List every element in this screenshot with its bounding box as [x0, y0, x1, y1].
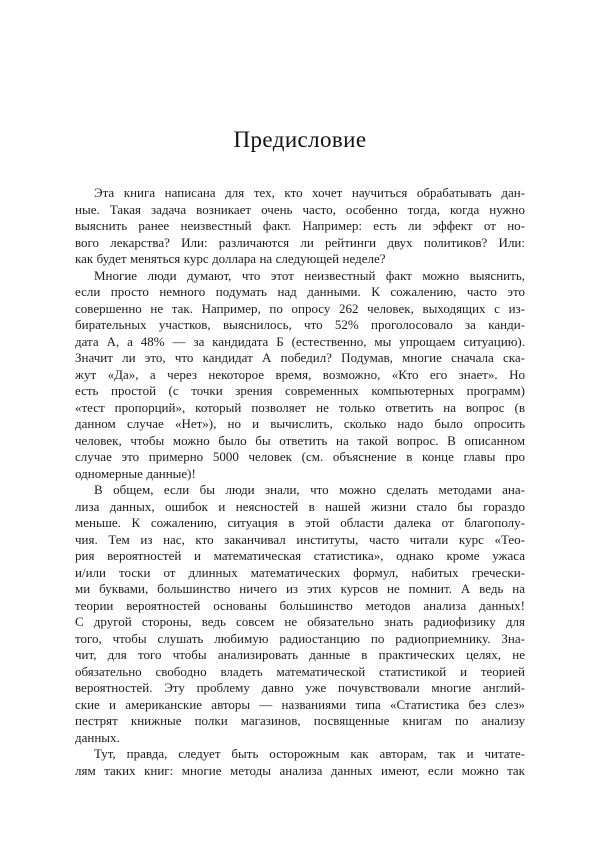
text-line: вого лекарства? Или: различаются ли рейтинги двух политиков? Или: [75, 234, 525, 250]
text-line: того, чтобы слушать любимую радиостанцию по радиоприемнику. Зна- [75, 630, 525, 646]
text-line: вероятностей. Эту проблему давно уже почувствовали многие англий- [75, 680, 525, 695]
text-line: «тест пропорций», который позволяет не только ответить на вопрос (в [75, 399, 525, 415]
text-line: В общем, если бы люди знали, что можно сделать методами ана- [94, 482, 525, 497]
text-line: случае это примерно 5000 человек (см. объяснение в конце главы про [75, 449, 525, 464]
paragraph [75, 268, 525, 483]
text-line: чит, для того чтобы анализировать данные в практических целях, не [75, 647, 525, 662]
text-line: выяснить ранее неизвестный факт. Например: есть ли эффект от но- [75, 218, 525, 233]
text-line: Тут, правда, следует быть осторожным как авторам, так и читате- [94, 746, 525, 761]
paragraph [75, 185, 525, 268]
text-line: бирательных участков, выяснилось, что 52% проголосовало за канди- [75, 317, 525, 332]
text-line: меньше. К сожалению, ситуация в этой области далека от благополу- [75, 515, 525, 530]
text-line: жут «Да», а через некоторое время, возможно, «Кто его знает». Но [75, 366, 525, 382]
text-line: дата А, а 48% — за кандидата Б (естественно, мы упрощаем ситуацию). [75, 333, 525, 349]
text-line: обязательно свободно владеть математической статистикой и теорией [75, 663, 525, 679]
text-line: лиза данных, ошибок и неясностей в нашей жизни стало бы гораздо [75, 498, 525, 514]
text-line: совершенно не так. Например, по опросу 262 человек, выходящих с из- [75, 300, 525, 316]
text-line: ские и американские авторы — названиями типа «Статистика без слез» [75, 696, 525, 712]
text-line: есть простой (с точки зрения современных компьютерных программ) [75, 383, 525, 398]
text-line: если просто немного подумать над данными. К сожалению, часто это [75, 284, 525, 299]
text-line: ми буквами, большинство ничего из этих курсов не помнит. А ведь на [75, 581, 525, 596]
text-line: как будет меняться курс доллара на следующей неделе? [75, 251, 386, 266]
text-line: данном случае «Нет»), но и вычислить, сколько надо было опросить [75, 416, 525, 431]
text-line: чия. Тем из нас, кто заканчивал институты, часто читали курс «Тео- [75, 531, 525, 547]
text-line: теории вероятностей основаны большинство методов анализа данных! [75, 597, 525, 613]
text-line: рия вероятностей и математическая статистика», однако кроме ужаса [75, 548, 525, 563]
text-line: человек, чтобы можно было бы ответить на такой вопрос. В описанном [75, 432, 525, 448]
text-line: Эта книга написана для тех, кто хочет научиться обрабатывать дан- [94, 185, 525, 200]
text-line: ные. Такая задача возникает очень часто, особенно тогда, когда нужно [75, 201, 525, 217]
text-line: одномерные данные)! [75, 465, 196, 481]
text-line: пестрят книжные полки магазинов, посвященные книгам по анализу [75, 713, 525, 728]
text-line: Многие люди думают, что этот неизвестный факт можно выяснить, [94, 267, 525, 283]
body-text [75, 185, 525, 779]
paragraph [75, 482, 525, 746]
text-line: и/или тоски от длинных математических формул, набитых гречески- [75, 564, 525, 580]
text-line: лям таких книг: многие методы анализа данных имеют, если можно так [75, 762, 525, 778]
text-line: Значит ли это, что кандидат А победил? Подумав, многие сначала ска- [75, 350, 525, 365]
page-title: Предисловие [233, 127, 367, 152]
text-line: С другой стороны, ведь совсем не обязательно знать радиофизику для [75, 614, 525, 629]
text-line: данных. [75, 729, 120, 745]
paragraph [75, 746, 525, 779]
